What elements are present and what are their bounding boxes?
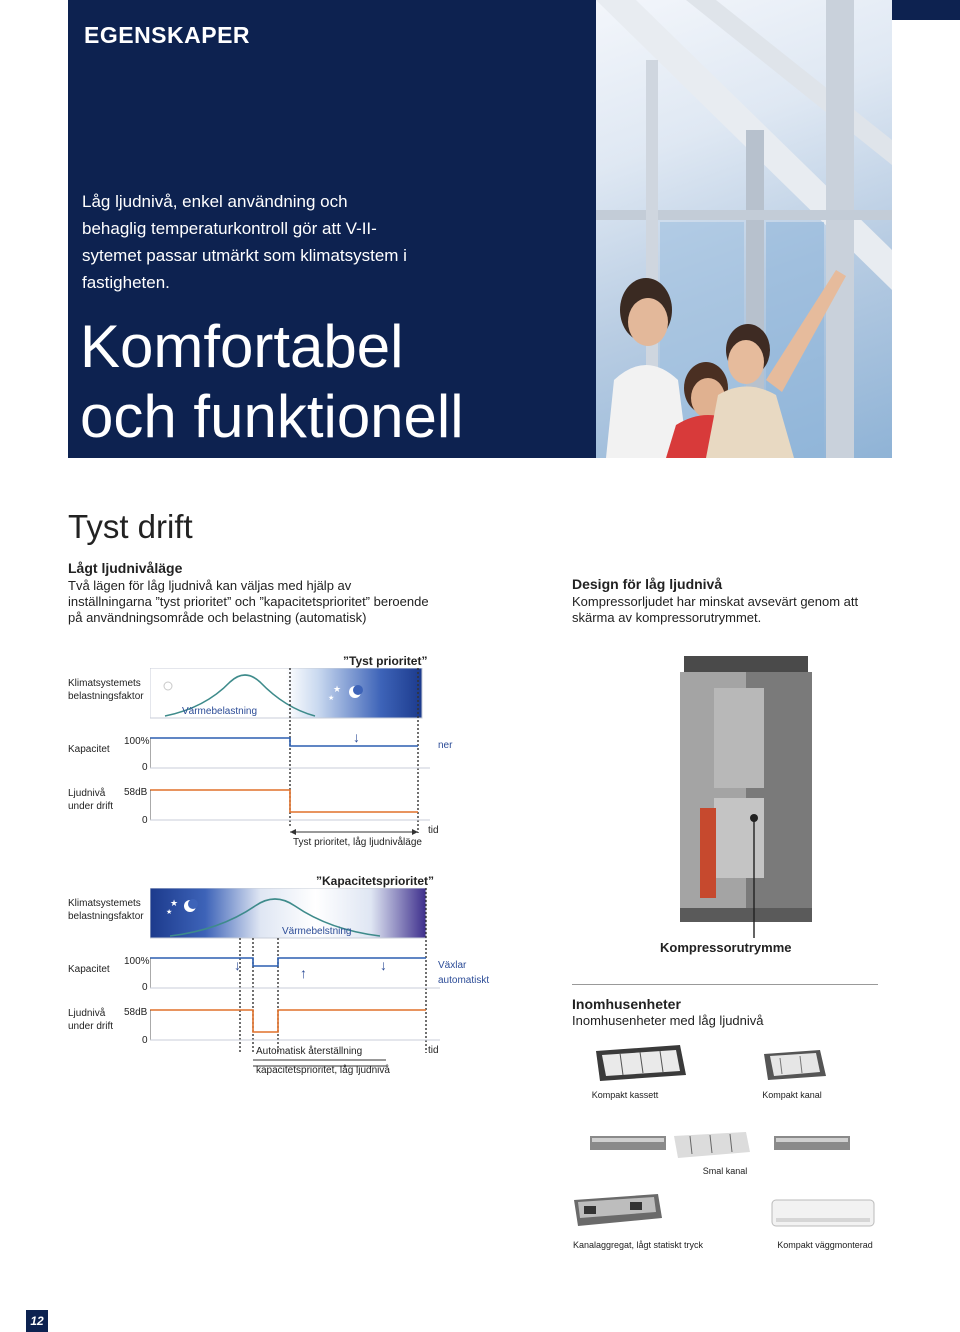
chart-capacity-heat-load: Värmebelstning <box>282 926 352 937</box>
chart-silent-noise-58: 58dB <box>124 787 148 798</box>
chart-capacity-capacity-label: Kapacitet <box>68 964 110 975</box>
chart-silent-cap-note: ner <box>438 740 453 751</box>
chart-capacity-noise-0: 0 <box>142 1035 148 1046</box>
slim-duct-image-3 <box>772 1134 854 1154</box>
hero-photo <box>596 0 892 458</box>
chart-capacity-caption-1: Automatisk återställning <box>256 1046 363 1057</box>
chart-capacity-cap-100: 100% <box>124 956 150 967</box>
indoor-item-label: Kompakt kassett <box>591 1090 659 1100</box>
chart-silent-heat-load: Värmebelastning <box>182 706 258 717</box>
chart-capacity-noise-label-1: Ljudnivå <box>68 1008 106 1019</box>
ducted-unit-image <box>570 1192 666 1230</box>
outdoor-unit-image <box>670 648 820 938</box>
chart-silent-cap-100: 100% <box>124 736 150 747</box>
hero-lead-text: Låg ljudnivå, enkel användning och behaglig temperaturkontroll gör att V-II-sytemet passar utmärkt som klimatsystem i fastigheten. <box>82 192 407 292</box>
svg-text:★: ★ <box>328 695 335 702</box>
svg-text:↓: ↓ <box>234 957 241 973</box>
indoor-title: Inomhusenheter <box>572 996 681 1012</box>
chart-capacity-title: ”Kapacitetsprioritet” <box>316 874 435 888</box>
chart-capacity-load-label-1: Klimatsystemets <box>68 898 141 909</box>
chart-capacity-load-label-2: belastningsfaktor <box>68 911 144 922</box>
header-strip <box>892 0 960 20</box>
chart-capacity-noise-58: 58dB <box>124 1007 148 1018</box>
wall-mounted-image <box>770 1196 878 1230</box>
chart-capacity-noise-label-2: under drift <box>68 1021 114 1032</box>
svg-text:★: ★ <box>166 909 173 916</box>
section-tag: EGENSKAPER <box>84 22 251 48</box>
chart-silent-time: tid <box>428 825 439 836</box>
svg-text:↓: ↓ <box>380 957 387 973</box>
chart-capacity-time: tid <box>428 1045 439 1056</box>
chart-silent-noise-label-1: Ljudnivå <box>68 788 106 799</box>
page-number: 12 <box>26 1310 48 1332</box>
chart-silent-caption: Tyst prioritet, låg ljudnivåläge <box>293 837 422 848</box>
svg-text:★: ★ <box>333 684 342 694</box>
chart-silent-title: ”Tyst prioritet” <box>343 654 428 668</box>
low-noise-text: Två lägen för låg ljudnivå kan väljas med hjälp av inställningarna ”tyst prioritet” och ”kapacitetsprioritet” beroende på användningsområde och belastning (automatisk) <box>68 578 429 625</box>
chart-silent-load-label-1: Klimatsystemets <box>68 678 141 689</box>
indoor-item-label: Smal kanal <box>702 1166 748 1176</box>
svg-text:★: ★ <box>170 898 179 908</box>
chart-capacity-cap-0: 0 <box>142 982 148 993</box>
chart-silent-noise-label-2: under drift <box>68 801 114 812</box>
hero-title-line2: och funktionell <box>80 383 464 450</box>
design-text: Kompressorljudet har minskat avsevärt genom att skärma av kompressorutrymmet. <box>572 594 859 625</box>
indoor-subtitle: Inomhusenheter med låg ljudnivå <box>572 1013 764 1028</box>
slim-duct-image-1 <box>588 1134 670 1154</box>
svg-text:↑: ↑ <box>300 965 307 981</box>
design-title: Design för låg ljudnivå <box>572 576 723 592</box>
compact-cassette-image <box>590 1045 690 1085</box>
chart-capacity-cap-note-1: Växlar <box>438 960 467 971</box>
chart-silent-capacity-label: Kapacitet <box>68 744 110 755</box>
chart-silent-graphic <box>150 668 430 853</box>
chart-silent-cap-0: 0 <box>142 762 148 773</box>
chart-silent-load-label-2: belastningsfaktor <box>68 691 144 702</box>
compact-duct-image <box>760 1048 830 1084</box>
indoor-item-label: Kanalaggregat, lågt statiskt tryck <box>572 1240 704 1250</box>
chart-capacity-cap-note-2: automatiskt <box>438 975 490 986</box>
svg-text:↓: ↓ <box>353 729 360 745</box>
section-heading: Tyst drift <box>68 508 193 545</box>
low-noise-title: Lågt ljudnivåläge <box>68 560 183 576</box>
chart-silent-noise-0: 0 <box>142 815 148 826</box>
indoor-item-label: Kompakt väggmonterad <box>777 1240 873 1250</box>
slim-duct-image-2 <box>672 1130 752 1160</box>
hero-photo-drawing <box>596 0 892 458</box>
compressor-label: Kompressorutrymme <box>660 940 792 955</box>
divider <box>572 984 878 985</box>
chart-capacity-caption-2: kapacitetsprioritet, låg ljudnivå <box>256 1065 390 1076</box>
chart-capacity-graphic <box>150 888 440 1088</box>
hero-title-line1: Komfortabel <box>80 313 404 380</box>
indoor-item-label: Kompakt kanal <box>762 1090 822 1100</box>
